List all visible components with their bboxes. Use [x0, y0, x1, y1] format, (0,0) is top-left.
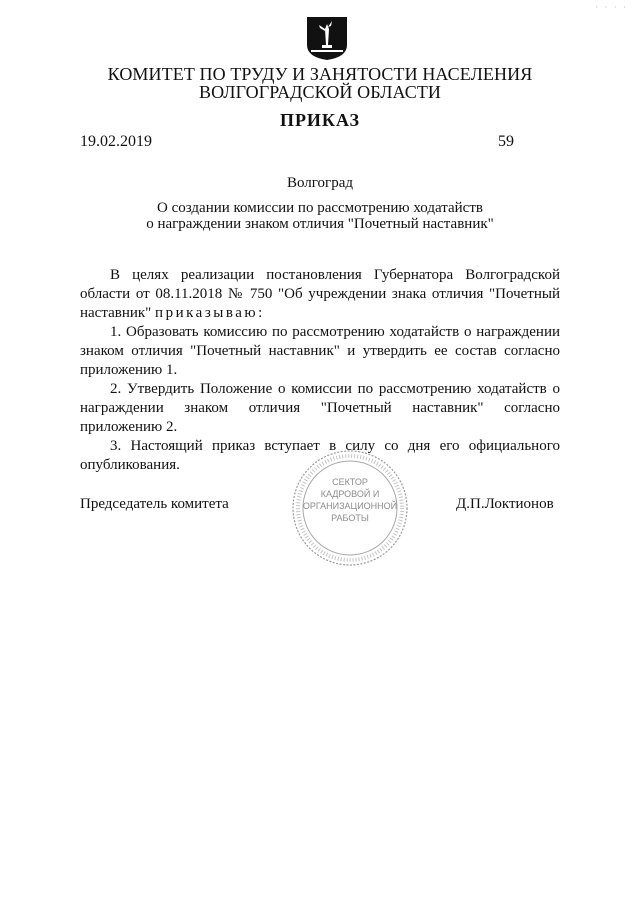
- document-date: 19.02.2019: [80, 133, 152, 150]
- scan-artifact: · · · ·: [595, 2, 628, 12]
- coat-of-arms-icon: [305, 15, 349, 61]
- item-3: 3. Настоящий приказ вступает в силу со дня его официального опубликования.: [80, 438, 560, 473]
- document-title: ПРИКАЗ: [279, 110, 361, 130]
- subject-line1: О создании комиссии по рассмотрению ходатайств: [157, 200, 483, 216]
- stamp-line4: РАБОТЫ: [331, 513, 369, 523]
- document-number: 59: [498, 133, 514, 150]
- stamp-line3: ОРГАНИЗАЦИОННОЙ: [302, 501, 398, 511]
- order-word: приказываю:: [155, 305, 265, 321]
- item-2: 2. Утвердить Положение о комиссии по рассмотрению ходатайств о награждении знаком отличия "Почетный наставник" согласно приложению 2.: [80, 381, 560, 435]
- signatory-name: Д.П.Локтионов: [456, 496, 554, 512]
- organization-name-line1: КОМИТЕТ ПО ТРУДУ И ЗАНЯТОСТИ НАСЕЛЕНИЯ: [107, 64, 533, 84]
- stamp-line1: СЕКТОР: [332, 477, 368, 487]
- organization-stamp: [290, 448, 410, 568]
- subject-line2: о награждении знаком отличия "Почетный наставник": [146, 216, 494, 232]
- intro-text: В целях реализации постановления Губернатора Волгоградской области от 08.11.2018 № 750 "Об учреждении знака отличия "Почетный наставник": [80, 267, 560, 321]
- stamp-line2: КАДРОВОЙ И: [320, 489, 380, 499]
- signatory-position: Председатель комитета: [80, 496, 229, 512]
- intro-paragraph: [80, 266, 560, 323]
- document-city: Волгоград: [286, 175, 353, 191]
- item-1: 1. Образовать комиссию по рассмотрению ходатайств о награждении знаком отличия "Почетный наставник" и утвердить ее состав согласно приложению 1.: [80, 324, 560, 378]
- document-body: [80, 266, 560, 475]
- organization-name-line2: ВОЛГОГРАДСКОЙ ОБЛАСТИ: [198, 82, 442, 102]
